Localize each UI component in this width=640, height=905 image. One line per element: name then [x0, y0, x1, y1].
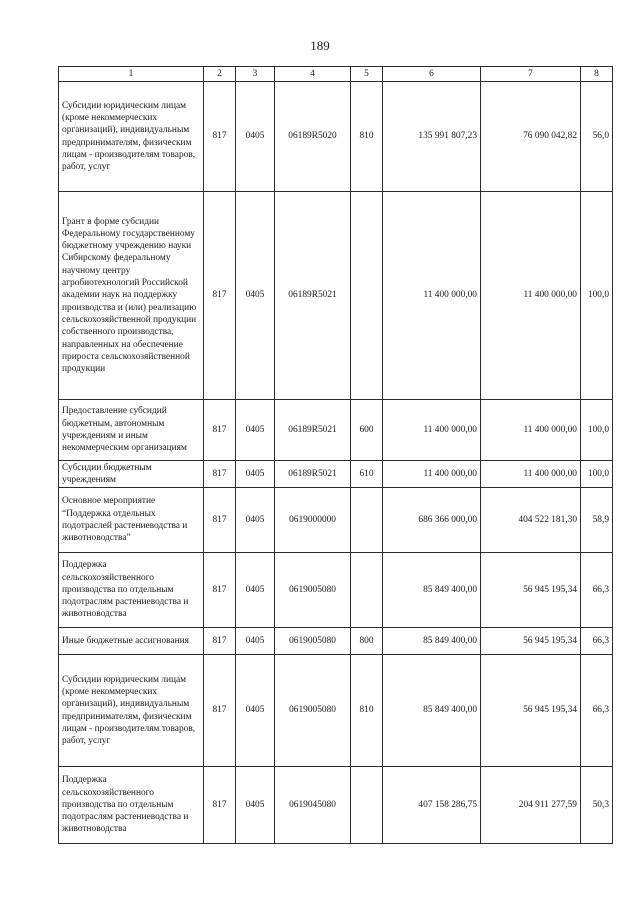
row-target-article: 0619005080 — [275, 655, 351, 767]
row-section-code: 0405 — [236, 553, 275, 628]
table-row — [59, 192, 613, 400]
row-expense-type — [351, 553, 383, 628]
row-target-article: 06189R5021 — [275, 192, 351, 400]
row-target-article: 0619000000 — [275, 488, 351, 553]
row-name: Иные бюджетные ассигнования — [59, 628, 204, 655]
row-actual-amount: 76 090 042,82 — [481, 82, 581, 192]
row-planned-amount: 686 366 000,00 — [383, 488, 481, 553]
row-target-article: 06189R5020 — [275, 82, 351, 192]
row-actual-amount: 204 911 277,59 — [481, 767, 581, 844]
row-target-article: 0619005080 — [275, 553, 351, 628]
header-col-7: 7 — [481, 67, 581, 82]
row-percent: 50,3 — [581, 767, 613, 844]
row-target-article: 06189R5021 — [275, 461, 351, 488]
row-section-code: 0405 — [236, 655, 275, 767]
table-header-row — [59, 67, 613, 82]
row-ministry-code: 817 — [204, 461, 236, 488]
row-planned-amount: 85 849 400,00 — [383, 553, 481, 628]
row-name: Субсидии юридическим лицам (кроме некоммерческих организаций), индивидуальным предпринимателям, физическим лицам - производителям товаров, работ, услуг — [59, 82, 204, 192]
row-actual-amount: 56 945 195,34 — [481, 655, 581, 767]
row-name: Субсидии юридическим лицам (кроме некоммерческих организаций), индивидуальным предпринимателям, физическим лицам - производителям товаров, работ, услуг — [59, 655, 204, 767]
table-row — [59, 400, 613, 461]
row-ministry-code: 817 — [204, 82, 236, 192]
row-actual-amount: 56 945 195,34 — [481, 553, 581, 628]
row-percent: 66,3 — [581, 628, 613, 655]
row-percent: 100,0 — [581, 400, 613, 461]
row-actual-amount: 11 400 000,00 — [481, 192, 581, 400]
row-name: Грант в форме субсидии Федеральному государственному бюджетному учреждению науки Сибирскому федеральному научному центру агробиотехнологий Российской академии наук на поддержку производства и (или) реализацию сельскохозяйственной продукции собственного производства, направленных на обеспечение прироста сельскохозяйственной продукции — [59, 192, 204, 400]
row-ministry-code: 817 — [204, 192, 236, 400]
header-col-2: 2 — [204, 67, 236, 82]
row-planned-amount: 407 158 286,75 — [383, 767, 481, 844]
row-section-code: 0405 — [236, 461, 275, 488]
table-row — [59, 488, 613, 553]
header-col-6: 6 — [383, 67, 481, 82]
row-planned-amount: 11 400 000,00 — [383, 192, 481, 400]
row-percent: 100,0 — [581, 461, 613, 488]
row-name: Поддержка сельскохозяйственного производства по отдельным подотраслям растениеводства и животноводства — [59, 767, 204, 844]
row-percent: 58,9 — [581, 488, 613, 553]
row-expense-type: 610 — [351, 461, 383, 488]
row-expense-type: 800 — [351, 628, 383, 655]
row-expense-type — [351, 192, 383, 400]
row-expense-type — [351, 488, 383, 553]
row-ministry-code: 817 — [204, 400, 236, 461]
row-ministry-code: 817 — [204, 628, 236, 655]
row-actual-amount: 56 945 195,34 — [481, 628, 581, 655]
row-expense-type — [351, 767, 383, 844]
row-percent: 66,3 — [581, 553, 613, 628]
table-row — [59, 655, 613, 767]
row-planned-amount: 135 991 807,23 — [383, 82, 481, 192]
header-col-5: 5 — [351, 67, 383, 82]
header-col-1: 1 — [59, 67, 204, 82]
row-section-code: 0405 — [236, 82, 275, 192]
table-row — [59, 553, 613, 628]
row-percent: 66,3 — [581, 655, 613, 767]
row-name: Основное мероприятие “Поддержка отдельных подотраслей растениеводства и животноводства” — [59, 488, 204, 553]
table-row — [59, 461, 613, 488]
header-col-3: 3 — [236, 67, 275, 82]
row-target-article: 0619045080 — [275, 767, 351, 844]
row-actual-amount: 11 400 000,00 — [481, 400, 581, 461]
table-row — [59, 82, 613, 192]
row-section-code: 0405 — [236, 628, 275, 655]
row-planned-amount: 85 849 400,00 — [383, 628, 481, 655]
row-name: Субсидии бюджетным учреждениям — [59, 461, 204, 488]
header-col-4: 4 — [275, 67, 351, 82]
table-row — [59, 767, 613, 844]
budget-table — [58, 66, 613, 844]
row-section-code: 0405 — [236, 767, 275, 844]
row-name: Поддержка сельскохозяйственного производства по отдельным подотраслям растениеводства и животноводства — [59, 553, 204, 628]
row-ministry-code: 817 — [204, 767, 236, 844]
row-ministry-code: 817 — [204, 655, 236, 767]
row-percent: 100,0 — [581, 192, 613, 400]
page-number: 189 — [310, 38, 330, 53]
row-target-article: 06189R5021 — [275, 400, 351, 461]
row-actual-amount: 404 522 181,30 — [481, 488, 581, 553]
row-section-code: 0405 — [236, 400, 275, 461]
row-name: Предоставление субсидий бюджетным, автономным учреждениям и иным некоммерческим организациям — [59, 400, 204, 461]
row-planned-amount: 85 849 400,00 — [383, 655, 481, 767]
row-planned-amount: 11 400 000,00 — [383, 461, 481, 488]
row-ministry-code: 817 — [204, 488, 236, 553]
row-expense-type: 600 — [351, 400, 383, 461]
table-row — [59, 628, 613, 655]
row-ministry-code: 817 — [204, 553, 236, 628]
row-percent: 56,0 — [581, 82, 613, 192]
row-actual-amount: 11 400 000,00 — [481, 461, 581, 488]
row-expense-type: 810 — [351, 655, 383, 767]
header-col-8: 8 — [581, 67, 613, 82]
row-section-code: 0405 — [236, 488, 275, 553]
row-section-code: 0405 — [236, 192, 275, 400]
row-target-article: 0619005080 — [275, 628, 351, 655]
row-expense-type: 810 — [351, 82, 383, 192]
row-planned-amount: 11 400 000,00 — [383, 400, 481, 461]
